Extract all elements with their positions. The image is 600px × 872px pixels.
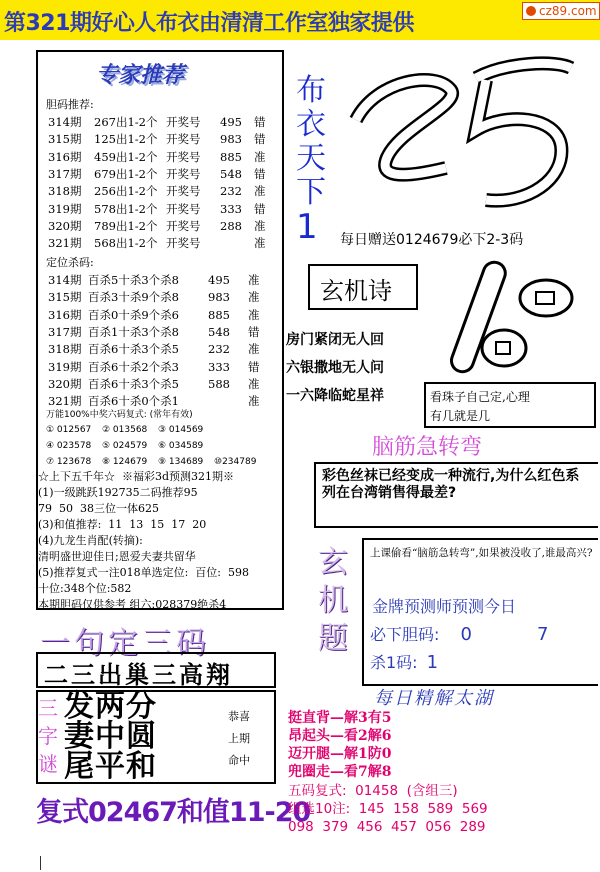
- wanneng-title: 万能100%中奖六码复式: (常年有效): [46, 410, 193, 420]
- ding-row: [48, 341, 260, 357]
- label: 开奖号: [166, 166, 201, 181]
- result: 错: [248, 359, 260, 374]
- number: 288: [220, 218, 242, 233]
- pick: 568出1-2个: [94, 236, 158, 251]
- poem-line: 房门紧闭无人回: [286, 332, 384, 348]
- pick: 百杀6十杀0个杀1: [88, 394, 179, 409]
- ding-row: [48, 359, 260, 375]
- congrats-line: 命中: [228, 754, 250, 767]
- footer-mark: [40, 856, 41, 870]
- buyi-char: 1: [296, 207, 318, 247]
- ding-row: [48, 376, 260, 392]
- number: 495: [220, 115, 242, 129]
- self-note-line: 看珠子自己定,心理: [430, 390, 530, 404]
- period: 321期: [48, 236, 82, 251]
- forecast-line: (5)推荐复式一注018单选定位: 百位: 598: [38, 566, 249, 579]
- number: 588: [208, 376, 230, 391]
- pick: 679出1-2个: [94, 166, 158, 181]
- taihu-line: 挺直背—解3有5: [288, 710, 392, 726]
- result: 错: [254, 132, 266, 147]
- number: 333: [208, 359, 230, 374]
- gold-title: 金牌预测师预测今日: [372, 597, 517, 616]
- result: 准: [248, 342, 260, 357]
- poem-line: 一六降临蛇星祥: [286, 388, 384, 404]
- number: 983: [208, 290, 230, 305]
- wanneng-item: ④ 023578: [46, 441, 92, 451]
- pick: 789出1-2个: [94, 218, 158, 233]
- ding-row: [48, 324, 260, 340]
- forecast-line: (3)和值推荐: 11 13 15 17 20: [38, 518, 207, 531]
- forecast-line: 本期胆码仅供参考 组六:028379绝杀4: [38, 598, 227, 611]
- daily-gift-text: 每日赠送0124679必下2-3码: [340, 232, 524, 248]
- taihu-lines: [288, 709, 391, 781]
- forecast-line: 十位:348个位:582: [38, 582, 132, 595]
- buyi-column: [296, 73, 326, 247]
- dan-row: [48, 166, 266, 182]
- expert-title: 专家推荐: [96, 63, 185, 88]
- logo-text: cz89.com: [539, 4, 597, 18]
- period: 320期: [48, 218, 82, 233]
- wanneng-item: ⑨ 134689: [158, 457, 204, 467]
- forecast-line: 79 50 38三位一体625: [38, 502, 159, 515]
- kill-line: [370, 650, 438, 673]
- result: 错: [254, 115, 266, 129]
- ding-row: [48, 272, 260, 288]
- dan-row: [48, 183, 266, 199]
- taihu-line: 兜圈走—看7解8: [288, 764, 392, 780]
- riddle-congrats: [228, 706, 250, 772]
- period: 316期: [48, 307, 82, 322]
- one-sentence-verse: 二三出巢三高翔: [44, 661, 233, 689]
- xuanji-label-text: 玄机题: [318, 545, 348, 656]
- logo-icon: [526, 6, 536, 16]
- zuxuan-line-2: 098 379 456 457 056 289: [288, 819, 486, 835]
- period: 319期: [48, 359, 82, 374]
- buyi-char: 天: [296, 141, 326, 176]
- dan-row: [48, 149, 266, 165]
- period: 317期: [48, 324, 82, 339]
- result: 准: [248, 394, 260, 409]
- wanneng-item: ⑦ 123678: [46, 457, 92, 467]
- buyi-char: 布: [296, 73, 326, 108]
- number: 232: [220, 184, 242, 199]
- congrats-line: 恭喜: [228, 710, 250, 723]
- buyi-char: 衣: [296, 107, 326, 142]
- buyi-vertical: [296, 73, 326, 247]
- dan-label: 胆码推荐:: [46, 98, 94, 111]
- result: 错: [254, 166, 266, 181]
- taihu-line: 迈开腿—解1防0: [288, 746, 392, 762]
- forecast-line: 清明盛世迎佳日;恩爱夫妻共留华: [38, 550, 196, 563]
- result: 准: [254, 149, 266, 164]
- period: 320期: [48, 376, 82, 391]
- pick: 578出1-2个: [94, 201, 158, 216]
- wanneng-item: ⑥ 034589: [158, 441, 204, 451]
- poem-lines: [286, 326, 384, 410]
- pick: 百杀5十杀3个杀8: [88, 273, 179, 287]
- pick: 百杀0十杀9个杀6: [88, 307, 179, 322]
- self-note: [430, 388, 530, 426]
- one-sentence-title: 一句定三码: [40, 626, 210, 661]
- dan-row: [48, 114, 266, 130]
- result: 准: [254, 184, 266, 199]
- page-title: 第321期好心人布衣由清清工作室独家提供: [4, 11, 414, 36]
- label: 开奖号: [166, 201, 201, 216]
- taihu-line: 昂起头—看2解6: [288, 728, 392, 744]
- number: 885: [208, 307, 230, 322]
- wanneng-item: ⑤ 024579: [102, 441, 148, 451]
- pick: 267出1-2个: [94, 115, 158, 129]
- pick: 256出1-2个: [94, 184, 158, 199]
- number: 548: [220, 166, 242, 181]
- taihu-title: 每日精解太湖: [374, 688, 494, 709]
- poem-line: 六银撒地无人问: [286, 360, 384, 376]
- dan-value-2: 7: [537, 624, 549, 645]
- wanneng-item: ③ 014569: [158, 425, 204, 435]
- pick: 百杀6十杀2个杀3: [88, 359, 179, 374]
- congrats-line: 上期: [228, 732, 250, 745]
- big-25-graphic: [336, 50, 586, 230]
- dan-row: [48, 131, 266, 147]
- dan-row: [48, 235, 266, 251]
- label: 开奖号: [166, 149, 201, 164]
- label: 开奖号: [166, 132, 201, 147]
- pick: 百杀6十杀3个杀5: [88, 376, 179, 391]
- forecast-line: (1)一级跳跃192735二码推荐95: [38, 486, 198, 499]
- pick: 百杀1十杀3个杀8: [88, 324, 179, 339]
- period: 318期: [48, 342, 82, 357]
- number: 983: [220, 132, 242, 147]
- pick: 百杀6十杀3个杀5: [88, 342, 179, 357]
- ding-label: 定位杀码:: [46, 256, 94, 269]
- number: 885: [220, 149, 242, 164]
- result: 准: [248, 307, 260, 322]
- label: 开奖号: [166, 184, 201, 199]
- coin-graphic: [428, 256, 578, 386]
- wanneng-item: ⑩234789: [214, 457, 257, 467]
- taihu-bottom: [288, 782, 488, 836]
- label: 开奖号: [166, 236, 201, 251]
- result: 准: [248, 290, 260, 305]
- wanneng-item: ⑧ 124679: [102, 457, 148, 467]
- zuxuan-line: 组选10注: 145 158 589 569: [288, 801, 488, 817]
- dan-line-label: 必下胆码:: [370, 625, 440, 644]
- result: 错: [248, 324, 260, 339]
- buyi-char: 下: [296, 175, 326, 210]
- label: 开奖号: [166, 218, 201, 233]
- dan-line: [370, 622, 549, 645]
- forecast-line: ☆上下五千年☆ ※福彩3d预测321期※: [38, 470, 235, 483]
- dan-row: [48, 201, 266, 217]
- period: 314期: [48, 115, 82, 129]
- poem-title: 玄机诗: [320, 277, 392, 305]
- riddle-line: 妻中圆: [64, 719, 157, 754]
- self-note-line: 有几就是几: [430, 409, 491, 423]
- number: 495: [208, 273, 230, 287]
- number: 232: [208, 342, 230, 357]
- period: 315期: [48, 290, 82, 305]
- fushi-text: 复式02467和值11-20: [36, 797, 311, 828]
- period: 321期: [48, 394, 82, 409]
- period: 316期: [48, 149, 82, 164]
- riddle-line: 发两分: [64, 689, 157, 724]
- result: 错: [254, 201, 266, 216]
- wuma-line: 五码复式: 01458 (含组三): [288, 783, 458, 799]
- kill-value: 1: [426, 652, 439, 673]
- pick: 459出1-2个: [94, 149, 158, 164]
- period: 318期: [48, 184, 82, 199]
- period: 317期: [48, 166, 82, 181]
- result: 准: [248, 376, 260, 391]
- result: 准: [248, 273, 260, 287]
- brain-text: 彩色丝袜已经变成一种流行,为什么红色系列在台湾销售得最差?: [322, 468, 580, 501]
- xuanji-note: 上课偷看“脑筋急转弯”,如果被没收了,谁最高兴?: [370, 547, 593, 559]
- riddle-label: [38, 694, 62, 778]
- kill-label: 杀1码:: [370, 653, 418, 672]
- period: 314期: [48, 273, 82, 287]
- site-logo[interactable]: [522, 2, 600, 20]
- wanneng-item: ② 013568: [102, 425, 148, 435]
- pick: 百杀3十杀9个杀8: [88, 290, 179, 305]
- ding-row: [48, 307, 260, 323]
- number: 333: [220, 201, 242, 216]
- dan-value-1: 0: [460, 624, 472, 645]
- period: 319期: [48, 201, 82, 216]
- brain-title: 脑筋急转弯: [372, 435, 483, 460]
- forecast-line: (4)九龙生肖配(转摘):: [38, 534, 143, 547]
- dan-row: [48, 218, 266, 234]
- number: 548: [208, 324, 230, 339]
- result: 准: [254, 236, 266, 251]
- wanneng-item: ① 012567: [46, 425, 92, 435]
- riddle-label-text: 三字谜: [38, 696, 58, 776]
- period: 315期: [48, 132, 82, 147]
- xuanji-label: [318, 544, 358, 658]
- riddle-chars: [64, 689, 157, 784]
- pick: 125出1-2个: [94, 132, 158, 147]
- ding-row: [48, 289, 260, 305]
- riddle-line: 尾平和: [64, 749, 157, 784]
- result: 准: [254, 218, 266, 233]
- label: 开奖号: [166, 115, 201, 129]
